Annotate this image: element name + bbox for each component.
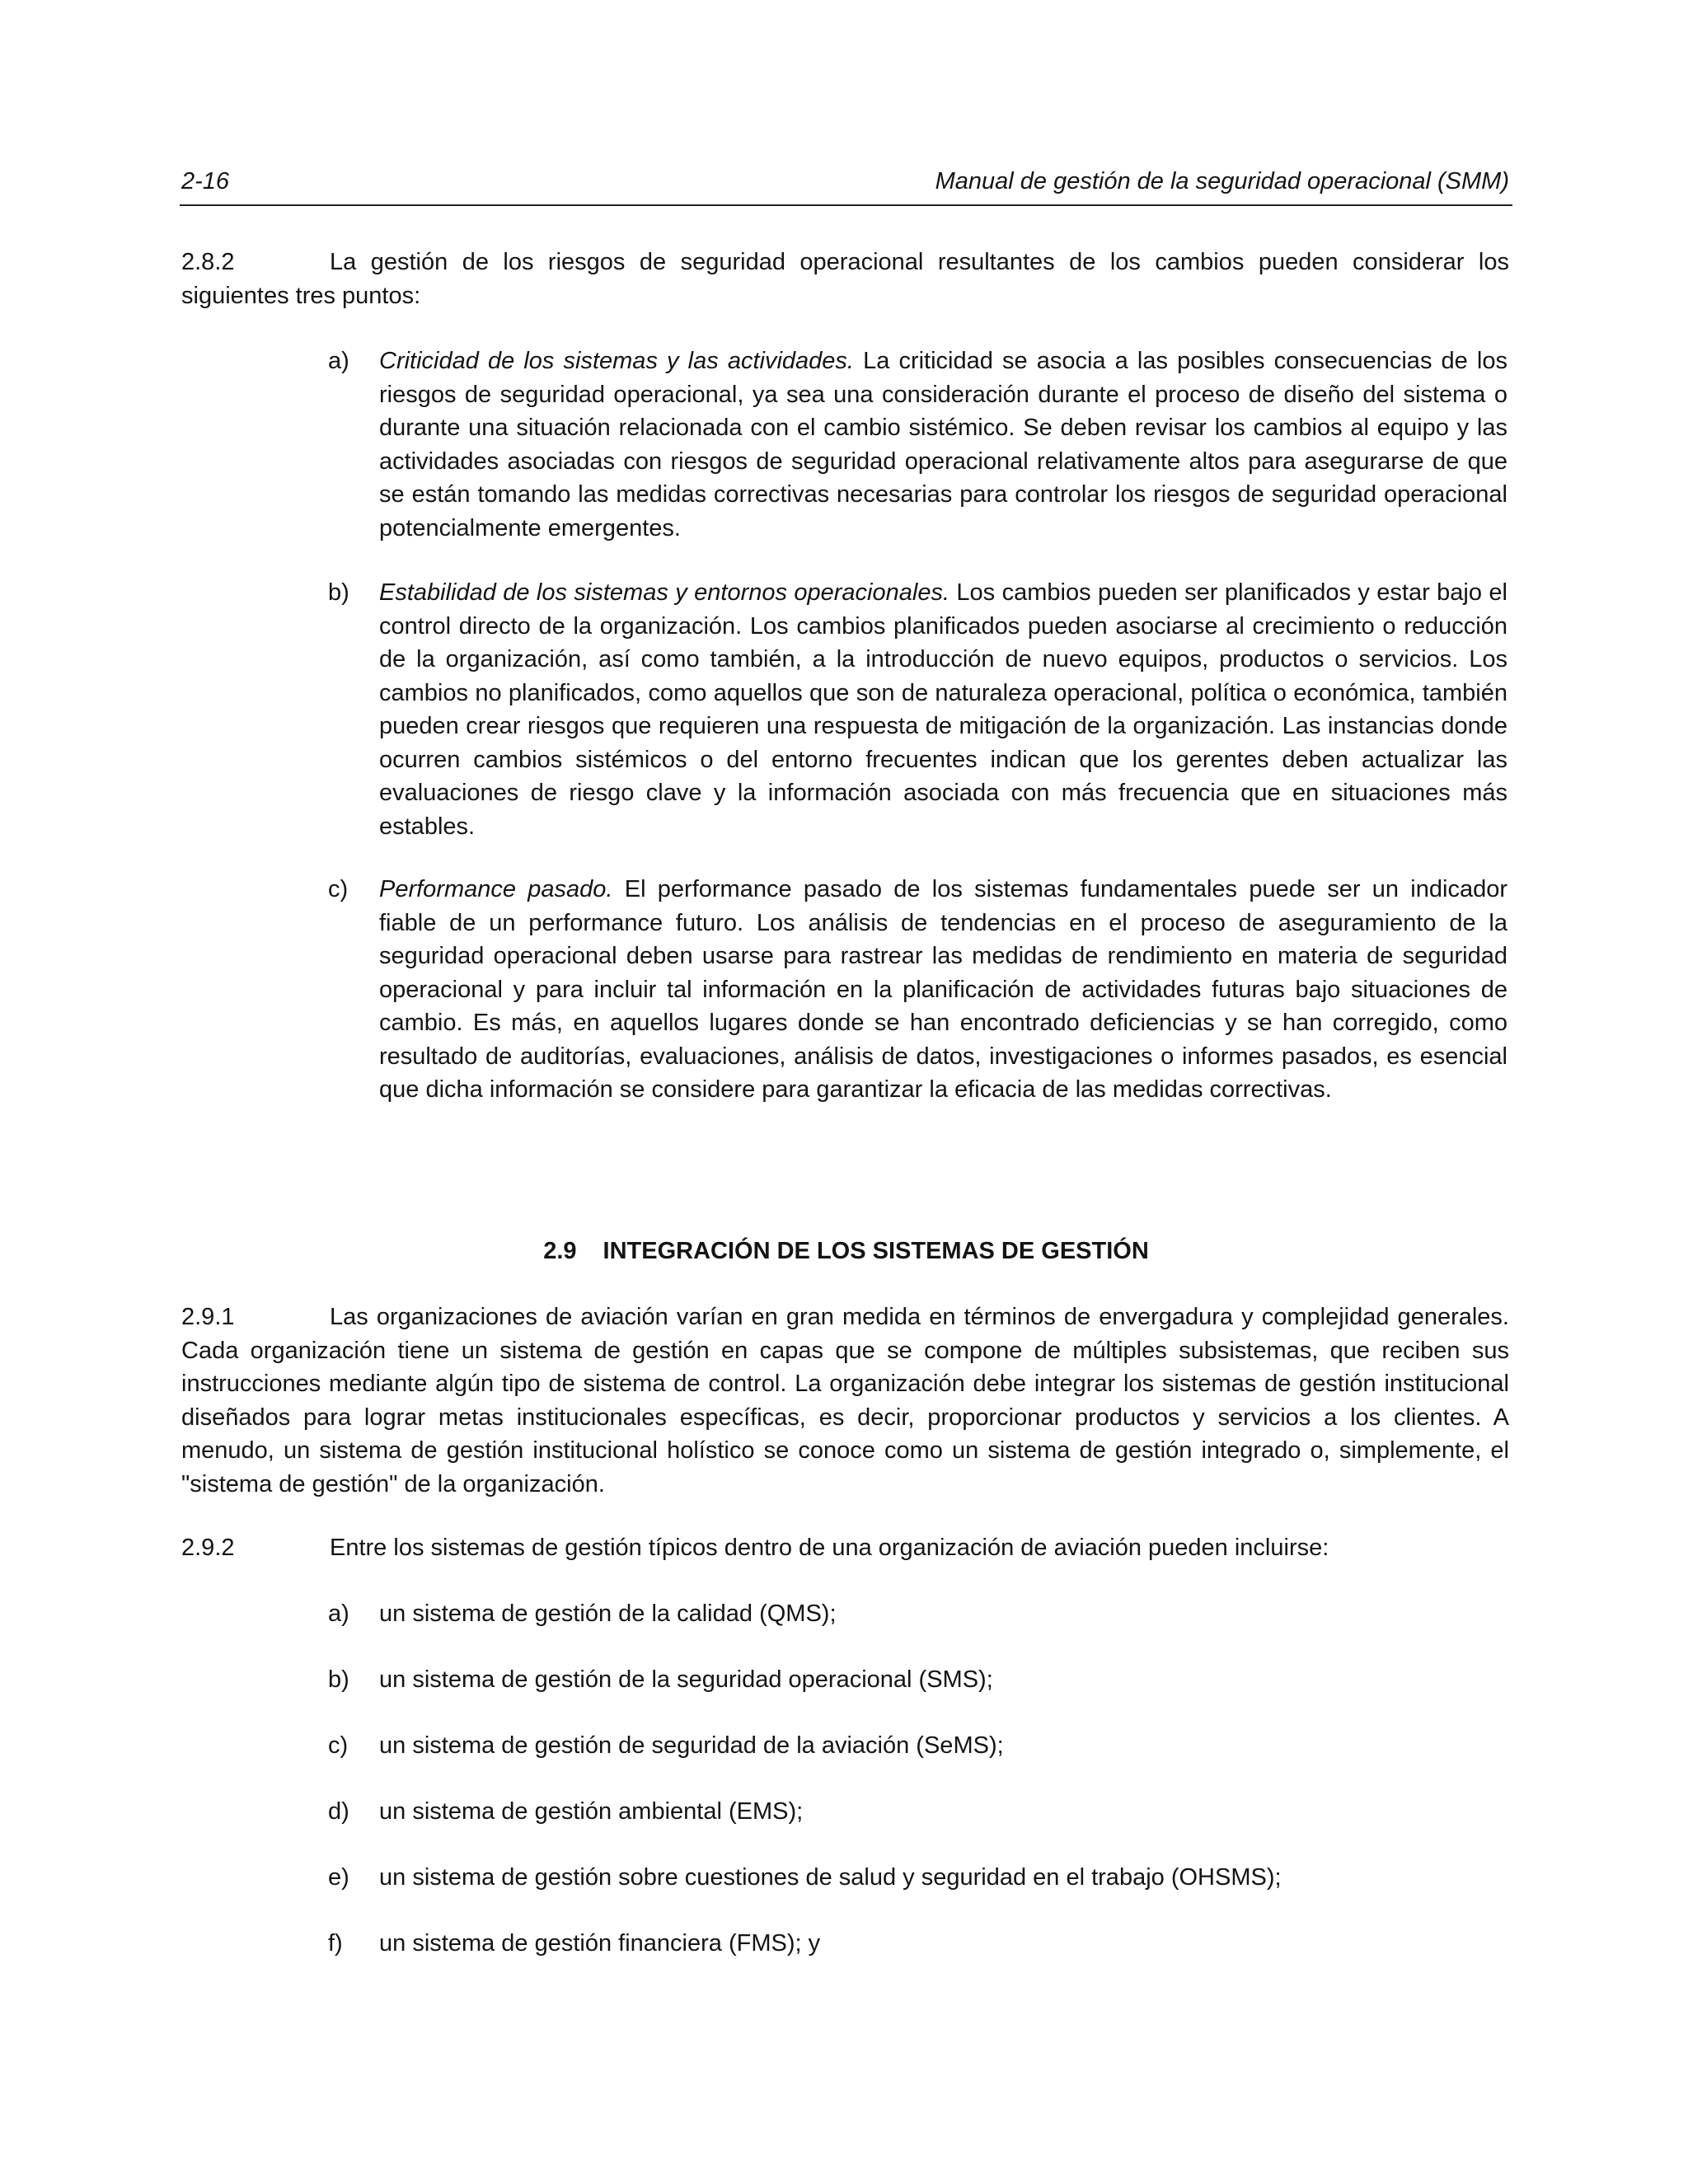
list-marker: c): [328, 1732, 349, 1759]
list-item-text: Los cambios pueden ser planificados y estar bajo el control directo de la organización. Los cambios planificados pueden asociarse al crecimiento o reducción de la organización, así como también, a la introducción de nuevo equipos, productos o servicios. Los cambios no planificados, como aquellos que son de naturaleza operacional, política o económica, también pueden crear riesgos que requieren una respuesta de mitigación de la organización. Las instancias donde ocurren cambios sistémicos o del entorno frecuentes indican que los gerentes deben actualizar las evaluaciones de riesgo clave y la información asociada con más frecuencia que en situaciones más estables.: [379, 579, 1507, 840]
paragraph-2-9-2: [181, 1531, 1509, 1565]
list-item-text: un sistema de gestión sobre cuestiones de salud y seguridad en el trabajo (OHSMS);: [379, 1864, 1282, 1891]
list-item-lead: Estabilidad de los sistemas y entornos operacionales.: [379, 579, 950, 606]
list-marker: b): [328, 1666, 349, 1693]
list-item-past-performance: [328, 873, 1507, 1107]
list-item-text: El performance pasado de los sistemas fundamentales puede ser un indicador fiable de un performance futuro. Los análisis de tendencias en el proceso de aseguramiento de la seguridad operacional deben usarse para rastrear las medidas de rendimiento en materia de seguridad operacional y para incluir tal información en la planificación de actividades futuras bajo situaciones de cambio. Es más, en aquellos lugares donde se han encontrado deficiencias y se han corregido, como resultado de auditorías, evaluaciones, análisis de datos, investigaciones o informes pasados, es esencial que dicha información se considere para garantizar la eficacia de las medidas correctivas.: [379, 876, 1507, 1103]
list-item-text: un sistema de gestión de la seguridad operacional (SMS);: [379, 1666, 993, 1693]
section-number: 2.9: [543, 1238, 577, 1264]
list-marker: a): [328, 348, 349, 374]
list-marker: d): [328, 1798, 349, 1825]
paragraph-number: 2.9.2: [181, 1535, 235, 1561]
list-item-lead: Performance pasado.: [379, 876, 613, 902]
paragraph-text: Entre los sistemas de gestión típicos dentro de una organización de aviación pueden incluirse:: [330, 1535, 1329, 1561]
list-item-text: un sistema de gestión ambiental (EMS);: [379, 1798, 804, 1825]
list-item-ohsms: [328, 1861, 1507, 1895]
paragraph-text: La gestión de los riesgos de seguridad operacional resultantes de los cambios pueden considerar los siguientes tres puntos:: [181, 249, 1509, 309]
list-item-text: un sistema de gestión de la calidad (QMS);: [379, 1601, 837, 1627]
list-item-sms: [328, 1663, 1507, 1697]
list-item-lead: Criticidad de los sistemas y las actividades.: [379, 348, 854, 374]
list-item-stability: [328, 576, 1507, 843]
paragraph-text: Las organizaciones de aviación varían en gran medida en términos de envergadura y complejidad generales. Cada organización tiene un sistema de gestión en capas que se compone de múltiples subsistemas, que reciben sus instrucciones mediante algún tipo de sistema de control. La organización debe integrar los sistemas de gestión institucional diseñados para lograr metas institucionales específicas, es decir, proporcionar productos y servicios a los clientes. A menudo, un sistema de gestión institucional holístico se conoce como un sistema de gestión integrado o, simplemente, el "sistema de gestión" de la organización.: [181, 1304, 1509, 1497]
paragraph-2-9-1: [181, 1301, 1509, 1501]
running-header: [180, 162, 1512, 206]
list-item-text: La criticidad se asocia a las posibles consecuencias de los riesgos de seguridad operacional, ya sea una consideración durante el proceso de diseño del sistema o durante una situación relacionada con el cambio sistémico. Se deben revisar los cambios al equipo y las actividades asociadas con riesgos de seguridad operacional relativamente altos para asegurarse de que se están tomando las medidas correctivas necesarias para controlar los riesgos de seguridad operacional potencialmente emergentes.: [379, 348, 1507, 541]
list-item-fms: [328, 1927, 1507, 1961]
list-item-body: [379, 873, 1507, 1107]
paragraph-number: 2.8.2: [181, 249, 235, 275]
section-title: INTEGRACIÓN DE LOS SISTEMAS DE GESTIÓN: [603, 1238, 1149, 1264]
document-title: Manual de gestión de la seguridad operacional (SMM): [935, 168, 1509, 194]
list-item-text: un sistema de gestión de seguridad de la aviación (SeMS);: [379, 1732, 1004, 1759]
paragraph-2-8-2: [181, 246, 1509, 312]
list-item-qms: [328, 1597, 1507, 1631]
document-page: [180, 0, 1512, 2184]
list-marker: e): [328, 1864, 349, 1891]
list-item-ems: [328, 1795, 1507, 1829]
list-marker: a): [328, 1601, 349, 1627]
list-item-text: un sistema de gestión financiera (FMS); y: [379, 1930, 821, 1957]
page-number: 2-16: [181, 168, 230, 194]
list-item-criticality: [328, 344, 1507, 545]
list-marker: c): [328, 876, 349, 902]
list-item-body: [379, 576, 1507, 843]
list-marker: f): [328, 1930, 343, 1957]
list-item-sems: [328, 1729, 1507, 1763]
section-heading: [180, 1235, 1512, 1268]
list-item-body: [379, 344, 1507, 545]
paragraph-number: 2.9.1: [181, 1304, 235, 1330]
list-marker: b): [328, 579, 349, 606]
